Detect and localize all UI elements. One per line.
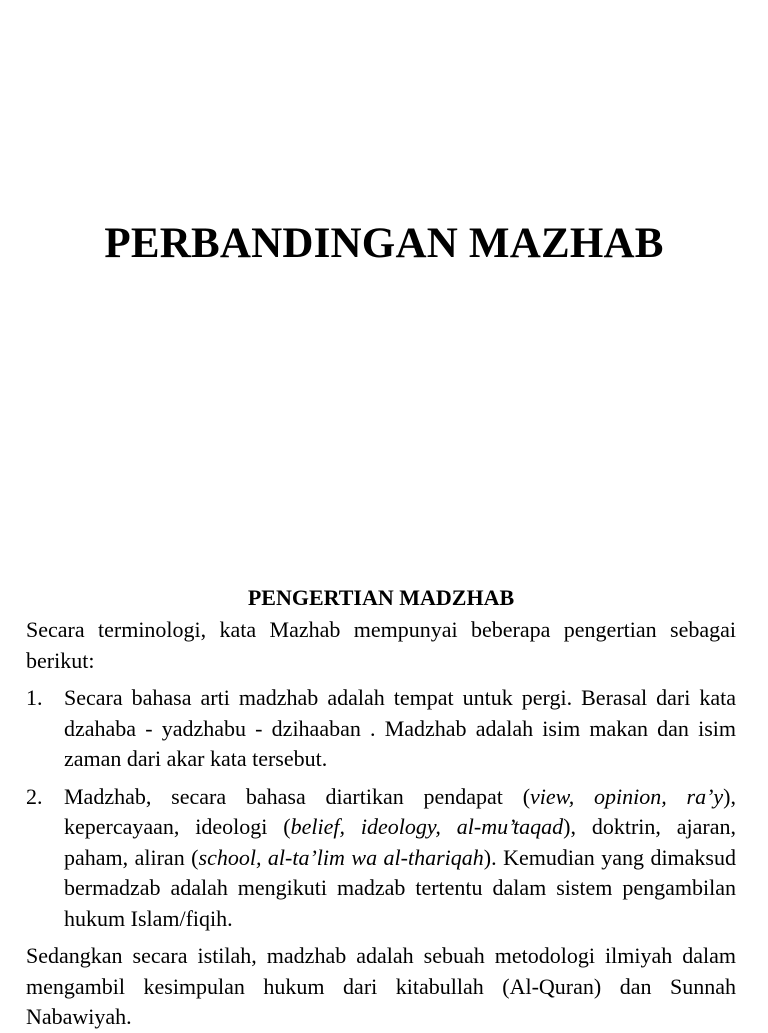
definition-section (26, 583, 736, 1033)
text-segment: ), doktrin, ajaran, paham, aliran ( (64, 814, 737, 870)
list-item-text: Secara bahasa arti madzhab adalah tempat untuk pergi. Berasal dari kata dzahaba - yadzhabu - dzihaaban . Madzhab adalah isim makan dan isim zaman dari akar kata tersebut. (64, 685, 736, 771)
list-item-number: 1. (26, 685, 43, 710)
text-segment: ), kepercayaan, ideologi ( (64, 783, 736, 839)
list-item (26, 782, 736, 935)
section-heading: PENGERTIAN MADZHAB (247, 585, 515, 610)
intro-paragraph: Secara terminologi, kata Mazhab mempunyai beberapa pengertian sebagai berikut: (26, 617, 736, 673)
italic-term: view, opinion, ra’y (530, 783, 724, 809)
text-segment: ). Kemudian yang dimaksud bermadzab adalah mengikuti madzab tertentu dalam sistem pengambilan hukum Islam/fiqih. (64, 844, 736, 931)
definition-list (26, 683, 736, 934)
italic-term: school, al-ta’lim wa al-thariqah (198, 844, 484, 870)
closing-paragraph: Sedangkan secara istilah, madzhab adalah sebuah metodologi ilmiyah dalam mengambil kesimpulan hukum dari kitabullah (Al-Quran) dan Sunnah Nabawiyah. (26, 943, 736, 1029)
list-item-number: 2. (26, 783, 43, 809)
list-item-text (64, 784, 736, 931)
list-item (26, 683, 736, 775)
document-title: PERBANDINGAN MAZHAB (104, 220, 664, 267)
italic-term: belief, ideology, al-mu’taqad (290, 814, 564, 839)
text-segment: Madzhab, secara bahasa diartikan pendapat ( (64, 783, 531, 809)
